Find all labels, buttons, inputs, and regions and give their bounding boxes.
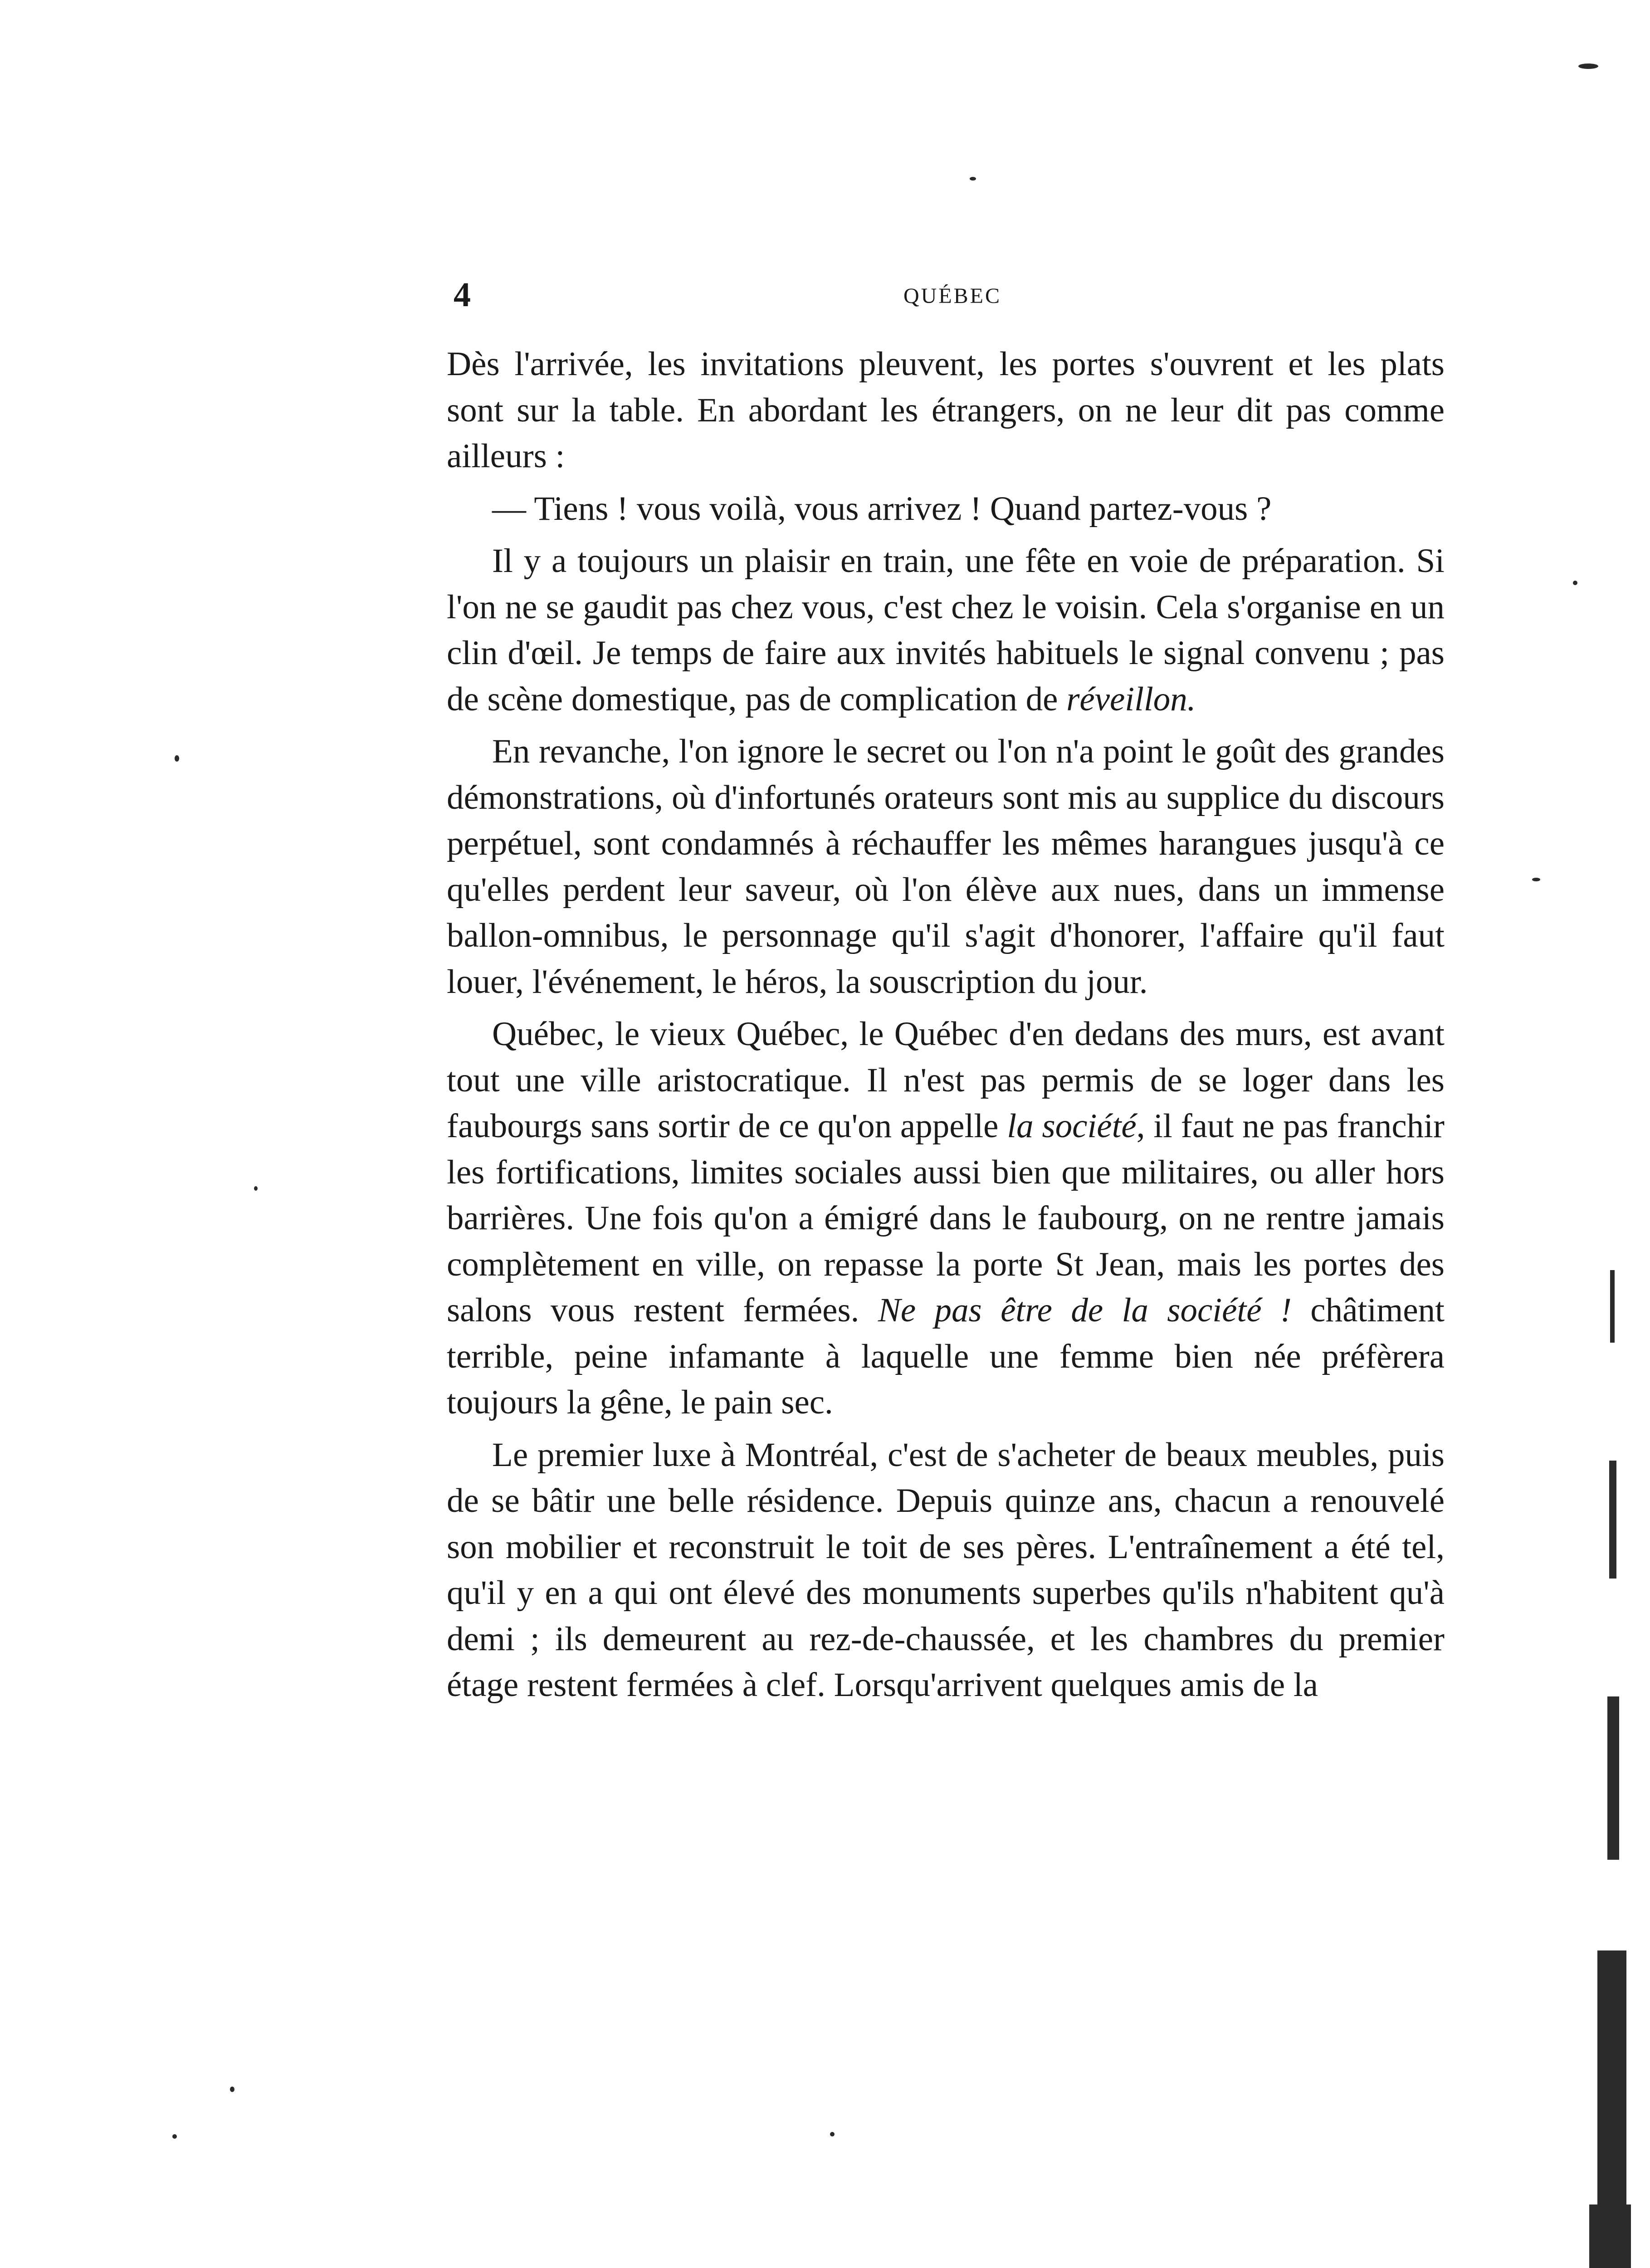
edge-shadow-band [1607,1696,1619,1860]
edge-shadow-band [1610,1270,1615,1343]
paragraph-6: Le premier luxe à Montréal, c'est de s'acheter de beaux meubles, puis de se bâtir une belle résidence. Depuis quinze ans, chacun a renouvelé son mobilier et reconstruit le toit de ses pères. L'entraînement a été tel, qu'il y en a qui ont élevé des monuments superbes qu'ils n'habitent qu'à demi ; ils demeurent au rez-de-chaussée, et les chambres du premier étage restent fermées à clef. Lorsqu'arrivent quelques amis de la [447,1436,1445,1704]
paragraph-4: En revanche, l'on ignore le secret ou l'on n'a point le goût des grandes démonstrations, où d'infortunés orateurs sont mis au supplice du discours perpétuel, sont condamnés à réchauffer les mêmes harangues jusqu'à ce qu'elles perdent leur saveur, où l'on élève aux nues, dans un immense ballon-omnibus, le personnage qu'il s'agit d'honorer, l'affaire qu'il faut louer, l'événement, le héros, la souscription du jour. [447,733,1445,1001]
edge-shadow-band [1609,1461,1616,1579]
scan-speck [1532,878,1540,881]
scan-edge-shadow [1542,1270,1633,2268]
paragraph-5-text-b: , il faut ne pas franchir les fortifications, limites sociales aussi bien que militaires, ou aller hors barrières. Une fois qu'on a émigré dans le faubourg, on ne rentre jamais complètement en ville, on repasse la porte St Jean, mais les portes des salons vous restent fermées. [447,1107,1445,1329]
paragraph-5-text-c: châtiment terrible, peine infamante à laquelle une femme bien née préfèrera toujours la gêne, le pain sec. [447,1291,1445,1421]
paragraph-5-italic-la-societe: la société [1007,1107,1137,1145]
paragraph-2-dialogue: — Tiens ! vous voilà, vous arrivez ! Quand partez-vous ? [492,489,1272,528]
edge-shadow-band [1589,2204,1631,2268]
scan-speck [172,2134,177,2139]
paragraph-1: Dès l'arrivée, les invitations pleuvent, les portes s'ouvrent et les plats sont sur la table. En abordant les étrangers, on ne leur dit pas comme ailleurs : [447,345,1445,475]
scan-speck [830,2132,835,2136]
edge-shadow-band [1597,1950,1626,2204]
paragraph-3-italic: réveillon. [1066,680,1196,718]
paragraph-5-text-a: Québec, le vieux Québec, le Québec d'en dedans des murs, est avant tout une ville aristocratique. Il n'est pas permis de se loger dans les faubourgs sans sortir de ce qu'on appelle [447,1015,1445,1145]
scan-speck [1573,581,1577,585]
scan-speck [1578,64,1598,69]
page-number: 4 [454,276,471,314]
scan-speck [230,2087,234,2092]
scan-speck [970,177,976,181]
body-text [447,341,1445,1715]
running-title: QUÉBEC [903,284,1001,308]
paragraph-5 [447,1011,1445,1426]
scan-speck [254,1186,258,1191]
paragraph-3-text: Il y a toujours un plaisir en train, une fête en voie de préparation. Si l'on ne se gaudit pas chez vous, c'est chez le voisin. Cela s'organise en un clin d'œil. Je temps de faire aux invités habituels le signal convenu ; pas de scène domestique, pas de complication de [447,542,1445,718]
paragraph-5-italic-exclamation: Ne pas être de la société ! [878,1291,1292,1329]
running-head [454,272,1451,318]
paragraph-3 [447,538,1445,722]
scan-speck [175,755,179,762]
